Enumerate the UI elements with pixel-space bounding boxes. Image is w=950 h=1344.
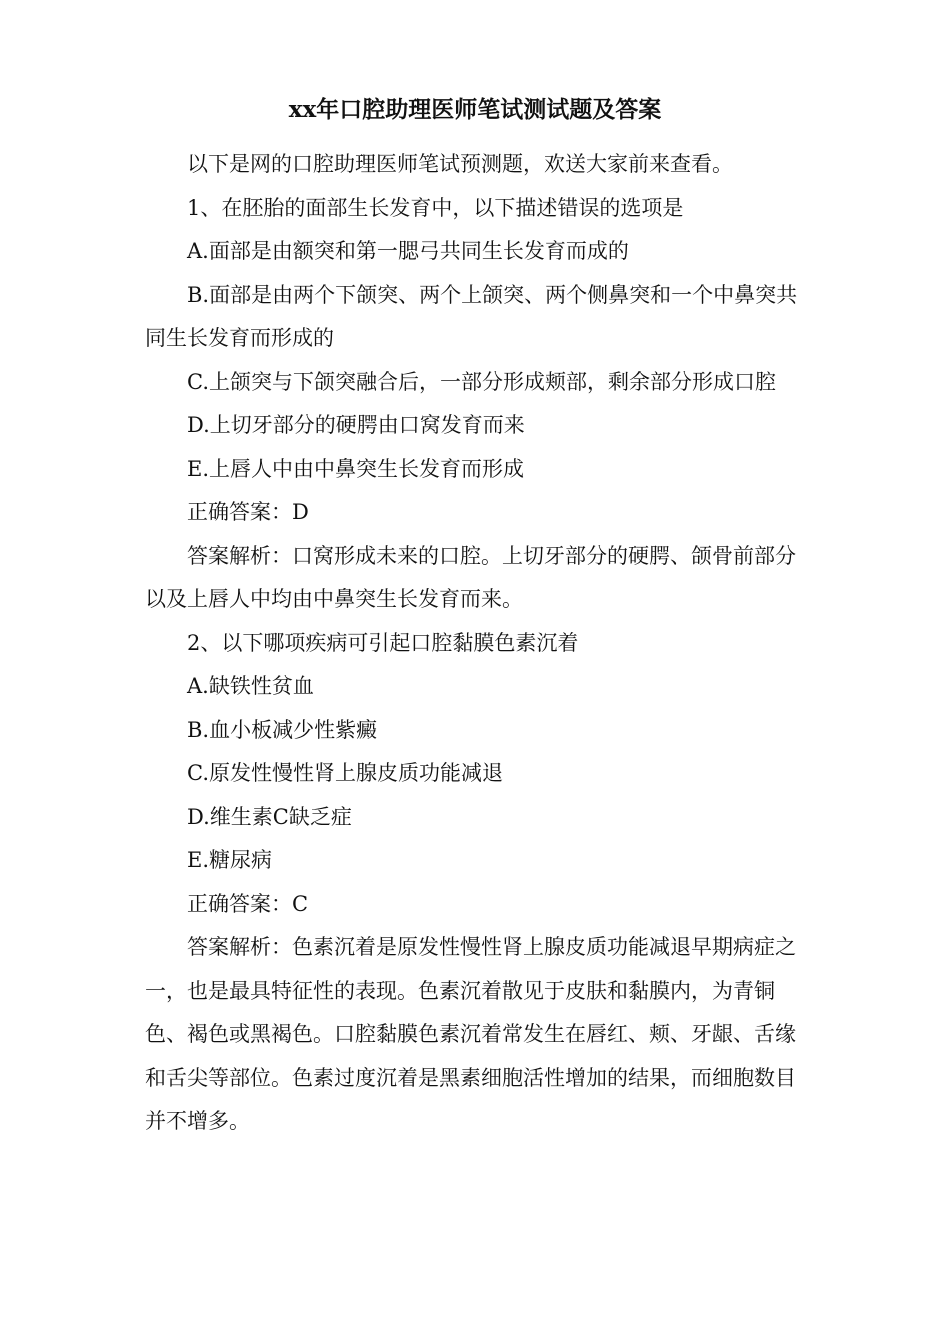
question-1-option-b: B.面部是由两个下颌突、两个上颌突、两个侧鼻突和一个中鼻突共同生长发育而形成的	[145, 282, 798, 350]
question-2-option-c: C.原发性慢性肾上腺皮质功能减退	[187, 761, 503, 785]
question-1-option-e: E.上唇人中由中鼻突生长发育而形成	[187, 456, 525, 481]
document-title: xx年口腔助理医师笔试测试题及答案	[288, 96, 662, 123]
question-2-explanation: 答案解析：色素沉着是原发性慢性肾上腺皮质功能减退早期病症之一，也是最具特征性的表现。色素沉着散见于皮肤和黏膜内，为青铜色、褐色或黑褐色。口腔黏膜色素沉着常发生在唇红、颊、牙龈、舌缘和舌尖等部位。色素过度沉着是黑素细胞活性增加的结果，而细胞数目并不增多。	[145, 935, 796, 1133]
question-1-option-d: D.上切牙部分的硬腭由口窝发育而来	[187, 413, 525, 437]
document-body	[145, 143, 805, 1144]
question-1-explanation: 答案解析：口窝形成未来的口腔。上切牙部分的硬腭、颌骨前部分以及上唇人中均由中鼻突生长发育而来。	[145, 543, 796, 611]
question-2-option-e: E.糖尿病	[187, 848, 273, 872]
question-1-option-c: C.上颌突与下颌突融合后，一部分形成颊部，剩余部分形成口腔	[187, 369, 776, 394]
intro-paragraph: 以下是网的口腔助理医师笔试预测题，欢送大家前来查看。	[187, 152, 733, 176]
question-1-option-a: A.面部是由额突和第一腮弓共同生长发育而成的	[187, 239, 629, 263]
question-2-option-b: B.血小板减少性紫癜	[187, 717, 378, 742]
question-2-stem: 2、以下哪项疾病可引起口腔黏膜色素沉着	[187, 630, 579, 655]
question-2-option-d: D.维生素C缺乏症	[187, 804, 352, 829]
question-1-stem: 1、在胚胎的面部生长发育中，以下描述错误的选项是	[187, 195, 684, 220]
question-2-option-a: A.缺铁性贫血	[187, 674, 314, 698]
question-1-answer: 正确答案：D	[187, 500, 309, 524]
question-2-answer: 正确答案：C	[187, 891, 309, 916]
